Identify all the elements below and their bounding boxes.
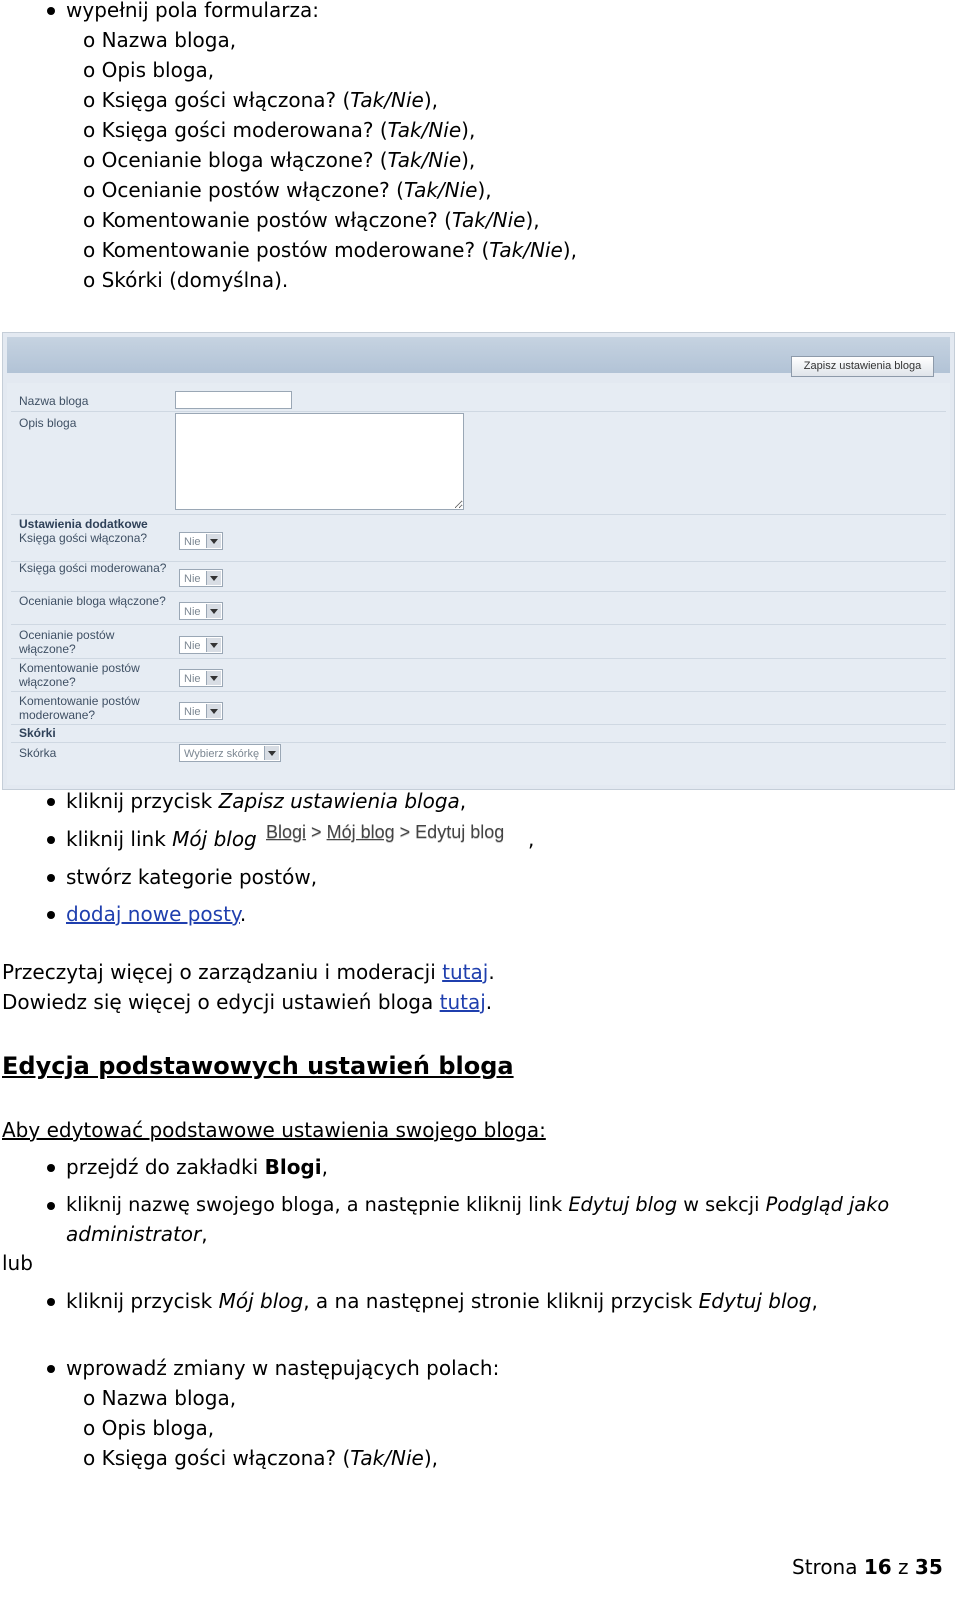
bullet: [47, 836, 55, 844]
list-item: [66, 827, 257, 851]
separator: [11, 658, 946, 659]
text: ),: [477, 178, 492, 202]
read-more-line: [2, 990, 492, 1014]
section-heading: Edycja podstawowych ustawień bloga: [2, 1052, 514, 1080]
here-link[interactable]: tutaj: [439, 990, 486, 1014]
text: ),: [423, 88, 438, 112]
text-italic: administrator: [66, 1222, 202, 1246]
list-item: [66, 902, 246, 926]
list-head: wypełnij pola formularza:: [66, 0, 319, 22]
text: Ocenianie bloga włączone? (: [101, 148, 388, 172]
text-italic: Edytuj blog: [568, 1193, 678, 1216]
skin-select-value: Wybierz skórkę: [184, 748, 260, 760]
skin-select[interactable]: [179, 744, 281, 762]
text: kliknij link: [66, 827, 173, 851]
bullet: [47, 7, 55, 15]
add-posts-link[interactable]: dodaj nowe posty: [66, 902, 240, 926]
text: kliknij nazwę swojego bloga, a następnie kliknij link: [66, 1193, 569, 1216]
text: Komentowanie postów moderowane? (: [101, 238, 490, 262]
separator: [11, 514, 946, 515]
sub-list-item: [83, 268, 288, 292]
breadcrumb: [266, 822, 504, 843]
bullet: [47, 874, 55, 882]
setting-select-value: Nie: [184, 640, 201, 652]
sub-bullet: o: [83, 1446, 102, 1470]
text: Opis bloga,: [101, 1416, 215, 1440]
sub-list-item: [83, 1446, 438, 1470]
breadcrumb-separator: >: [311, 822, 322, 842]
name-label: Nazwa bloga: [19, 394, 89, 408]
separator: [11, 411, 946, 412]
text-italic: Edytuj blog: [698, 1289, 812, 1313]
sub-list-item: [83, 1386, 236, 1410]
setting-select-value: Nie: [184, 536, 201, 548]
setting-label: Księga gości moderowana?: [19, 561, 167, 575]
text-italic: Tak/Nie: [403, 178, 478, 202]
text: ),: [525, 208, 540, 232]
text: Księga gości moderowana? (: [101, 118, 388, 142]
text: kliknij przycisk: [66, 1289, 219, 1313]
bullet: [47, 1202, 55, 1210]
text: Nazwa bloga,: [101, 1386, 237, 1410]
setting-select[interactable]: [179, 636, 223, 654]
blog-description-textarea[interactable]: [175, 413, 464, 510]
chevron-down-icon: [206, 571, 221, 585]
chevron-down-icon: [206, 704, 221, 718]
chevron-down-icon: [206, 604, 221, 618]
sub-list-item: [83, 1416, 214, 1440]
sub-list-item: [83, 208, 540, 232]
sub-list-item: [83, 178, 492, 202]
text: .: [239, 902, 247, 926]
text-italic: Tak/Nie: [387, 148, 462, 172]
text: Dowiedz się więcej o edycji ustawień bloga: [2, 990, 440, 1014]
separator: [11, 691, 946, 692]
breadcrumb-item[interactable]: Blogi: [266, 822, 307, 842]
extra-settings-header: Ustawienia dodatkowe: [19, 517, 148, 531]
sub-list-item: [83, 58, 214, 82]
page-number: [792, 1555, 943, 1579]
list-item: [66, 1193, 889, 1216]
separator: [11, 724, 946, 725]
setting-label: Ocenianie bloga włączone?: [19, 594, 166, 608]
bullet: [47, 1164, 55, 1172]
text: ,: [528, 827, 535, 851]
breadcrumb-item[interactable]: Mój blog: [326, 822, 395, 842]
sub-list-item: [83, 148, 475, 172]
sub-list-item: [83, 118, 475, 142]
text: ,: [811, 1289, 818, 1313]
text-italic: Podgląd jako: [765, 1193, 890, 1216]
separator: [11, 742, 946, 743]
section-intro: Aby edytować podstawowe ustawienia swojego bloga:: [2, 1118, 546, 1142]
text-italic: Zapisz ustawienia bloga: [218, 789, 460, 813]
sub-bullet: o: [83, 118, 102, 142]
setting-select-value: Nie: [184, 673, 201, 685]
sub-bullet: o: [83, 238, 102, 262]
text: z: [891, 1555, 915, 1579]
text: Skórki (domyślna).: [101, 268, 289, 292]
chevron-down-icon: [264, 746, 279, 760]
total-pages: 35: [914, 1555, 943, 1579]
skins-header: Skórki: [19, 726, 56, 740]
bullet: [47, 911, 55, 919]
blog-settings-form-screenshot: [2, 332, 955, 790]
breadcrumb-item[interactable]: Edytuj blog: [415, 822, 505, 842]
blog-name-input[interactable]: [175, 391, 292, 409]
text: Nazwa bloga,: [101, 28, 237, 52]
sub-list-item: [83, 238, 577, 262]
text-italic: Tak/Nie: [350, 88, 424, 112]
setting-select[interactable]: [179, 669, 223, 687]
text: kliknij przycisk: [66, 789, 219, 813]
text: ,: [459, 789, 467, 813]
sub-bullet: o: [83, 208, 102, 232]
list-item-continuation: [66, 1222, 208, 1246]
setting-select[interactable]: [179, 602, 223, 620]
text-bold: Blogi: [264, 1155, 322, 1179]
text: Opis bloga,: [101, 58, 215, 82]
skin-label: Skórka: [19, 746, 57, 760]
setting-select-value: Nie: [184, 706, 201, 718]
list-item: stwórz kategorie postów,: [66, 865, 318, 889]
sub-list-item: [83, 88, 438, 112]
text: ),: [562, 238, 577, 262]
sub-bullet: o: [83, 58, 102, 82]
list-item: [66, 789, 466, 813]
separator: [11, 591, 946, 592]
here-link[interactable]: tutaj: [442, 960, 489, 984]
text: ),: [461, 148, 476, 172]
sub-bullet: o: [83, 88, 102, 112]
setting-label: Komentowanie postów włączone?: [19, 661, 140, 689]
bullet: [47, 798, 55, 806]
text-italic: Tak/Nie: [451, 208, 526, 232]
sub-bullet: o: [83, 28, 102, 52]
list-item: [66, 1155, 328, 1179]
text: Ocenianie postów włączone? (: [101, 178, 404, 202]
text: .: [488, 960, 495, 984]
or-text: lub: [2, 1251, 33, 1275]
text: Księga gości włączona? (: [101, 1446, 351, 1470]
text-italic: Mój blog: [218, 1289, 304, 1313]
setting-label: Księga gości włączona?: [19, 531, 148, 545]
sub-bullet: o: [83, 1386, 102, 1410]
current-page: 16: [863, 1555, 892, 1579]
setting-select[interactable]: [179, 569, 223, 587]
list-item: wprowadź zmiany w następujących polach:: [66, 1356, 500, 1380]
text: w sekcji: [677, 1193, 766, 1216]
chevron-down-icon: [206, 638, 221, 652]
breadcrumb-separator: >: [399, 822, 411, 842]
text: przejdź do zakładki: [66, 1155, 265, 1179]
chevron-down-icon: [206, 534, 221, 548]
desc-label: Opis bloga: [19, 416, 77, 430]
text-italic: Tak/Nie: [350, 1446, 424, 1470]
sub-bullet: o: [83, 268, 102, 292]
sub-list-item: [83, 28, 236, 52]
chevron-down-icon: [206, 671, 221, 685]
text: ),: [461, 118, 476, 142]
text-italic: Tak/Nie: [387, 118, 462, 142]
text: ,: [201, 1222, 208, 1246]
sub-bullet: o: [83, 1416, 102, 1440]
text: Przeczytaj więcej o zarządzaniu i moderacji: [2, 960, 443, 984]
text-italic: Mój blog: [172, 827, 257, 851]
list-item: [66, 1289, 818, 1313]
read-more-line: [2, 960, 495, 984]
bullet: [47, 1298, 55, 1306]
text: , a na następnej stronie kliknij przycisk: [303, 1289, 699, 1313]
setting-select[interactable]: [179, 702, 223, 720]
setting-select[interactable]: [179, 532, 223, 550]
form-rows: [7, 383, 950, 785]
sub-bullet: o: [83, 178, 102, 202]
setting-select-value: Nie: [184, 606, 201, 618]
setting-select-value: Nie: [184, 573, 201, 585]
text-italic: Tak/Nie: [489, 238, 563, 262]
text: Strona: [792, 1555, 864, 1579]
save-settings-button[interactable]: Zapisz ustawienia bloga: [791, 356, 934, 377]
text: Księga gości włączona? (: [101, 88, 351, 112]
text: Komentowanie postów włączone? (: [101, 208, 452, 232]
text: .: [485, 990, 493, 1014]
text: ),: [423, 1446, 438, 1470]
sub-bullet: o: [83, 148, 102, 172]
bullet: [47, 1365, 55, 1373]
separator: [11, 624, 946, 625]
text: ,: [321, 1155, 328, 1179]
setting-label: Ocenianie postów włączone?: [19, 628, 115, 656]
setting-label: Komentowanie postów moderowane?: [19, 694, 140, 722]
